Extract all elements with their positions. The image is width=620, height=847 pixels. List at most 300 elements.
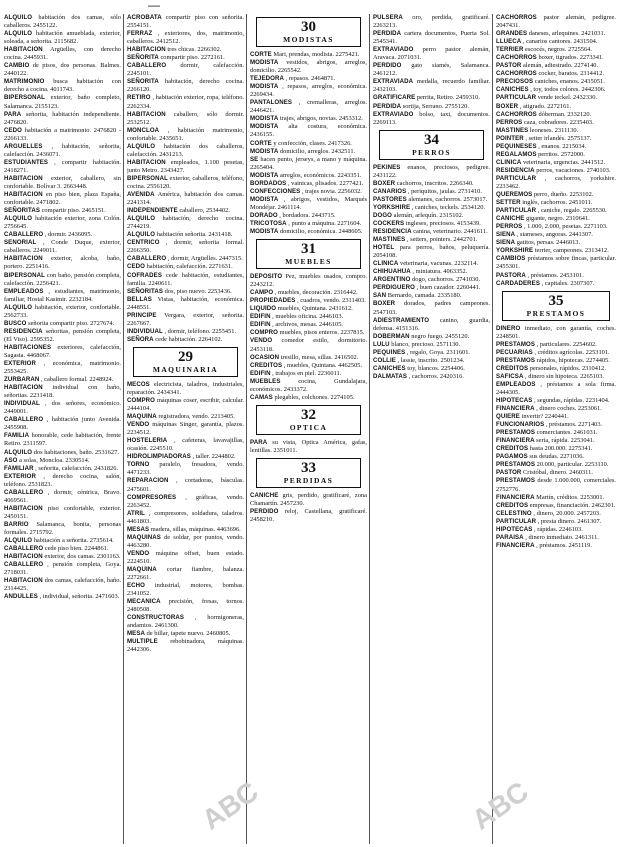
- ad-keyword: MESA: [127, 630, 146, 638]
- classified-ad: [250, 140, 367, 148]
- ad-text: , caniche, regalo. 2265530.: [536, 207, 607, 215]
- ad-text: , compartir habitación. 2418271.: [4, 158, 121, 174]
- ad-text: comerciantes. 2461031.: [535, 429, 598, 437]
- ad-keyword: CAMBIOS: [496, 255, 526, 263]
- classified-ad: [4, 545, 121, 553]
- classified-ad: [127, 175, 244, 191]
- ad-keyword: TRICOTOSA: [250, 219, 287, 227]
- ad-keyword: PARTICULAR: [496, 517, 537, 525]
- ad-keyword: SETTER: [496, 199, 521, 207]
- section-title: MUEBLES: [285, 257, 332, 267]
- ad-text: , Conde Duque, exterior, caballeros. 2249011.: [4, 239, 121, 255]
- classified-ad: [496, 526, 616, 534]
- section-header: [379, 130, 484, 160]
- ad-keyword: DOGO: [373, 211, 393, 219]
- ad-keyword: RESIDENCIA: [373, 228, 412, 236]
- classified-ad: [127, 94, 244, 110]
- classified-ad: [250, 378, 367, 394]
- ad-keyword: SENORIAL: [4, 239, 37, 247]
- ad-text: caza, cobradores. 2235403.: [522, 118, 594, 126]
- classified-ad: [373, 111, 490, 127]
- ad-keyword: COMPRO: [250, 329, 279, 337]
- classified-ad: [373, 94, 490, 102]
- classified-ad: [496, 542, 616, 550]
- ad-keyword: PARTICULAR: [496, 207, 537, 215]
- ad-keyword: CACHORROS: [496, 14, 537, 21]
- ad-text: , canarios cantores. 2431504.: [521, 38, 598, 46]
- ad-keyword: MASTINES: [496, 126, 529, 134]
- ad-text: máquinas coser, escribir, calcular. 2444104.: [127, 397, 244, 413]
- classified-ad: [373, 204, 490, 212]
- ad-text: , exteriores, dos, matrimonio, caballeros. 2412512.: [127, 30, 244, 46]
- ad-text: domicilio, arreglos. 2432511.: [278, 147, 356, 155]
- classified-ad: [127, 510, 244, 526]
- ad-keyword: FUNCIONARIOS: [496, 421, 545, 429]
- classified-ad: [373, 78, 490, 94]
- classified-ad: [127, 534, 244, 550]
- ad-text: Salamanca, bonita, personas formales. 2715792.: [4, 520, 121, 536]
- ad-keyword: CENTRICO: [127, 239, 160, 247]
- ad-keyword: BELLAS: [127, 295, 152, 303]
- classified-ad: [496, 70, 616, 78]
- ad-text: habitación, calefacción. 2271631.: [145, 263, 233, 271]
- ad-text: exterior, caballeros, teléfono, cocina. 2556120.: [127, 174, 244, 190]
- ad-keyword: SAN: [373, 292, 387, 300]
- ad-text: dos habitaciones, baño. 2531627.: [32, 448, 119, 456]
- ad-keyword: PASTOR: [496, 62, 522, 70]
- ad-text: cede piso bien. 2244861.: [43, 545, 109, 553]
- classified-ad: [250, 148, 367, 156]
- ad-text: caballero, sólo dormir. 2532512.: [127, 110, 244, 126]
- ad-text: de billar, tapete nuevo. 2460805.: [145, 630, 231, 638]
- ad-keyword: ATRIL: [127, 509, 145, 517]
- ad-text: , taller. 2244802.: [190, 453, 236, 461]
- classified-ad: [373, 292, 490, 300]
- section-title: OPTICA: [289, 422, 328, 432]
- classified-ad: [373, 196, 490, 204]
- classified-ad: [127, 288, 244, 296]
- ad-keyword: CABALLERO: [4, 561, 44, 569]
- classified-ad: [4, 14, 121, 30]
- classified-ad: [496, 239, 616, 247]
- classified-ad: [250, 75, 367, 83]
- classified-ad: [4, 344, 121, 360]
- classified-ad: [496, 397, 616, 405]
- classified-ad: [496, 429, 616, 437]
- ad-text: , dormir, teléfono. 2255451.: [162, 327, 237, 335]
- ad-keyword: MAQUINAS: [127, 533, 161, 541]
- ad-text: dos, piso nuevo. 2253436.: [163, 287, 232, 295]
- ad-text: hacen punto, jerseys, a mano y máquina. 2265404.: [250, 155, 367, 171]
- ad-keyword: HABITACION: [127, 46, 166, 54]
- section-number: 32: [301, 406, 316, 423]
- ad-keyword: PROPIEDADES: [250, 297, 296, 305]
- ad-text: con baño, pensión completa, calefacción. 2256421.: [4, 271, 121, 287]
- classified-ad: [4, 111, 121, 127]
- ad-text: habitación exterior, zona Colón. 2756645.: [4, 215, 121, 231]
- classified-ad: [127, 397, 244, 413]
- ad-keyword: HABITACION: [4, 46, 43, 54]
- classified-ad: [4, 159, 121, 175]
- classified-ad: [4, 457, 121, 465]
- classified-ad: [373, 180, 490, 188]
- ad-keyword: BIPERSONAL: [127, 174, 168, 182]
- ad-keyword: LLUECA: [496, 38, 522, 46]
- ad-keyword: CHIHUAHUA: [373, 268, 411, 276]
- ad-keyword: CREDITOS: [496, 445, 529, 453]
- ad-text: trajes, abrigos, novias. 2453312.: [278, 115, 363, 123]
- classified-ad: [250, 394, 367, 402]
- ad-text: cede habitación, estudiantes, familia. 2240611.: [127, 271, 244, 287]
- ad-text: registradora, vendo. 2213405.: [156, 413, 235, 421]
- classified-ad: [373, 103, 490, 111]
- ad-keyword: PEKINES: [373, 163, 401, 171]
- classified-ad: [4, 577, 121, 593]
- ad-keyword: MODISTA: [250, 147, 279, 155]
- ad-text: electricista, taladros, industriales, reparación. 2434341.: [127, 380, 244, 396]
- classified-ad: [496, 413, 616, 421]
- ad-text: , individual, señorita. 2471603.: [37, 593, 120, 601]
- classified-ad: [127, 296, 244, 312]
- ad-text: enanos, preciosos, pedigree. 2431122.: [373, 163, 490, 179]
- ad-text: habitación dos caballeros, calefacción. 2431213.: [127, 142, 244, 158]
- ad-text: paralelo, fresadora, vendo. 4471233.: [127, 461, 244, 477]
- ad-keyword: CACHORROS: [496, 54, 537, 62]
- classified-ad: [496, 46, 616, 54]
- classified-ad: [4, 593, 121, 601]
- ad-text: inmediato, con garantía, coches. 2248501.: [496, 324, 616, 340]
- ad-text: seria, rápida. 2253041.: [534, 437, 595, 445]
- ad-keyword: YORKSHIRE: [496, 247, 534, 255]
- section-title: PERDIDAS: [283, 475, 334, 485]
- ad-keyword: PRECIOSOS: [496, 78, 534, 86]
- ad-keyword: ECHO: [127, 582, 146, 590]
- ad-text: cocker, baratos. 2314412.: [536, 70, 605, 78]
- ad-text: , cremalleras, arreglos. 2446421.: [250, 99, 367, 115]
- classified-ad: [4, 553, 121, 561]
- classified-ad: [127, 336, 244, 344]
- classified-ad: [127, 461, 244, 477]
- classified-ad: [373, 220, 490, 228]
- ad-keyword: LIQUIDO: [250, 305, 277, 313]
- ad-text: compartir piso. 2465151.: [40, 207, 106, 215]
- ad-text: habitación dos camas, sólo caballeros. 2455122.: [4, 14, 121, 30]
- ad-keyword: TEJEDORA: [250, 75, 284, 83]
- classified-ad: [496, 14, 616, 30]
- ad-keyword: SEÑORITAS: [4, 207, 40, 215]
- classified-ad: [496, 461, 616, 469]
- classified-ad: [4, 328, 121, 344]
- ad-text: habitación, exterior, confortable. 2562733.: [4, 303, 121, 319]
- ad-keyword: FINANCIERA: [496, 405, 535, 413]
- classified-ad: [373, 244, 490, 260]
- classified-ad: [373, 62, 490, 78]
- ad-keyword: MESAS: [127, 525, 150, 533]
- ad-keyword: CLINICA: [373, 260, 399, 268]
- ad-text: su vista, Optica América, gafas, lentillas. 2351011.: [250, 438, 367, 454]
- classified-ad: [250, 337, 367, 353]
- ad-keyword: MASTINES: [373, 236, 406, 244]
- ad-text: rebobinadora, máquinas. 2442306.: [127, 638, 244, 654]
- ad-keyword: PARA: [4, 110, 22, 118]
- ad-keyword: ZURBARAN: [4, 376, 40, 384]
- classified-ad: [496, 38, 616, 46]
- ad-keyword: HIDROLIMPIADORAS: [127, 453, 191, 461]
- ad-keyword: PERDIDA: [373, 102, 402, 110]
- ad-text: sortija, Serrano. 2755120.: [401, 102, 469, 110]
- section-number: 33: [301, 459, 316, 476]
- ad-text: alemanes, cachorros. 2573017.: [406, 195, 488, 203]
- ad-text: exterior, caballero, sin confortable. Bolívar 3. 2663448.: [4, 174, 121, 190]
- ad-keyword: CARDADERES: [496, 279, 540, 287]
- ad-keyword: ALQUILO: [4, 215, 33, 223]
- classified-ad: [4, 46, 121, 62]
- classified-ad: [496, 103, 616, 111]
- section-number: 31: [301, 241, 316, 258]
- ad-keyword: VENDO: [127, 421, 150, 429]
- classified-ad: [4, 449, 121, 457]
- classified-ad: [496, 349, 616, 357]
- ad-keyword: PRESTAMOS: [496, 340, 536, 348]
- classified-ad: [127, 207, 244, 215]
- ad-keyword: HABITACION: [4, 384, 43, 392]
- classified-ad: [496, 94, 616, 102]
- ad-keyword: PASTORA: [496, 271, 526, 279]
- ad-keyword: CABALLERO: [127, 62, 167, 70]
- ad-text: individual con baño, señoritas. 2231418.: [4, 384, 121, 400]
- ad-text: muebles, Quintana. 2431612.: [276, 305, 353, 313]
- ad-text: compartir piso con señorita. 2554151.: [127, 14, 244, 30]
- ad-text: a solas, Moncloa. 2330514.: [17, 456, 90, 464]
- ad-keyword: HABITACION: [4, 255, 43, 263]
- ad-keyword: CANICHES: [496, 86, 529, 94]
- ad-keyword: ALQUILO: [127, 215, 156, 223]
- classified-ad: [250, 188, 367, 196]
- classified-ad: [4, 561, 121, 577]
- ad-text: señorita, habitación independiente. 2476820.: [4, 110, 121, 126]
- ad-text: exterior, baño completo, Salamanca. 2155123.: [4, 94, 121, 110]
- ad-text: , punto a máquina. 2271604.: [286, 219, 362, 227]
- classified-ad: [4, 304, 121, 320]
- classified-ad: [127, 453, 244, 461]
- classified-ad: [496, 280, 616, 288]
- classified-ad: [127, 143, 244, 159]
- ad-text: gato siamés, Salamanca. 2461212.: [373, 62, 490, 78]
- ad-text: negro fuego. 2455120.: [409, 332, 470, 340]
- ad-text: blanco, precioso. 2571130.: [389, 340, 461, 348]
- ad-keyword: COFRADES: [127, 271, 162, 279]
- column-1: [4, 14, 121, 844]
- ad-keyword: PRESTAMOS: [496, 477, 536, 485]
- ad-text: , derecho cocina, salón, teléfono. 2531823.: [4, 472, 121, 488]
- ad-text: perrita, Retiro. 2459310.: [415, 94, 480, 102]
- ad-keyword: HIPOTECAS: [496, 397, 533, 405]
- ad-text: habitación señorita. 2431418.: [155, 231, 233, 239]
- ad-keyword: OCASION: [250, 353, 280, 361]
- ad-keyword: PERDIDA: [373, 30, 402, 38]
- ad-text: rápidos, hipotecas. 2274405.: [535, 356, 610, 364]
- ad-text: alemán, arlequín. 2315102.: [392, 211, 464, 219]
- ad-keyword: HOSTELERIA: [127, 437, 168, 445]
- classified-ad: [4, 255, 121, 271]
- ad-text: máquinas Singer, garantía, plazos. 2234512.: [127, 421, 244, 437]
- classified-ad: [496, 341, 616, 349]
- ad-keyword: REGALAMOS: [496, 150, 537, 158]
- ad-keyword: CONFECCIONES: [250, 187, 301, 195]
- ad-text: , dormir, Argüelles. 2447315.: [166, 255, 243, 263]
- ad-keyword: MATRIMONIO: [4, 78, 45, 86]
- ad-text: comedor estilo, dormitorio. 2453118.: [250, 337, 367, 353]
- ad-keyword: HABITACION: [4, 504, 43, 512]
- classified-ad: [250, 228, 367, 236]
- ad-keyword: EXTRAVIADA: [373, 78, 414, 86]
- ad-keyword: CORTE: [250, 51, 272, 58]
- ad-keyword: BOXER: [373, 300, 396, 308]
- ad-text: habitación a matrimonio. 2476820 - 2266133.: [4, 126, 121, 142]
- ad-text: Argüelles, con derecho cocina. 2445931.: [4, 46, 121, 62]
- ad-text: Vergara, exterior, señorita. 2267667.: [127, 311, 244, 327]
- ad-text: , hormigoneras, andamios. 2461300.: [127, 614, 244, 630]
- ad-text: , préstamos. 2451119.: [534, 541, 592, 549]
- ad-text: , rápidas. 2246103.: [532, 525, 583, 533]
- column-divider: [492, 14, 493, 844]
- ad-keyword: TORNO: [127, 461, 150, 469]
- ad-keyword: GRATIFICARE: [373, 94, 416, 102]
- ad-text: , trajes novia. 2256032.: [300, 187, 362, 195]
- ad-text: , económica, matrimonio. 2553425.: [4, 360, 121, 376]
- classified-ad: [127, 421, 244, 437]
- ad-text: pastor alemán, pedigree. 2047431.: [496, 14, 616, 30]
- ad-keyword: CABALLERO: [127, 255, 167, 263]
- classified-ad: [127, 566, 244, 582]
- ad-text: cachorros, inscritos. 2266340.: [395, 179, 474, 187]
- ad-text: cortar fiambre, balanza. 2272661.: [127, 566, 244, 582]
- classified-ad: [4, 215, 121, 231]
- ad-keyword: PARTICULAR: [496, 94, 537, 102]
- classified-ad: [496, 30, 616, 38]
- section-header: [256, 239, 361, 269]
- ad-keyword: DINERO: [496, 324, 521, 332]
- ad-keyword: ALQUILO: [4, 30, 33, 38]
- classified-ad: [496, 215, 616, 223]
- classified-ad: [496, 191, 616, 199]
- classified-ad: [127, 598, 244, 614]
- ad-keyword: EXTERIOR: [4, 472, 36, 480]
- ad-text: tresillo, mesa, sillas. 2416502.: [279, 353, 359, 361]
- ad-keyword: FINANCIERA: [496, 493, 535, 501]
- ad-text: Martín, créditos. 2253001.: [534, 493, 605, 501]
- ad-keyword: DOBERMAN: [373, 332, 410, 340]
- ad-text: , 1.000, 2.000, pesetas. 2271103.: [522, 223, 608, 231]
- ad-keyword: AVENIDA: [127, 191, 155, 199]
- ad-keyword: CACHORROS: [496, 70, 537, 78]
- classified-ad: [127, 494, 244, 510]
- ad-text: empleados, 1.100 pesetas, junto Metro. 2343427.: [127, 158, 244, 174]
- ad-text: Vistas, habitación, económica. 2448551.: [127, 295, 244, 311]
- ad-text: , dinero sin hipoteca. 2265103.: [523, 372, 605, 380]
- ad-keyword: PECUARIAS: [496, 348, 533, 356]
- ad-text: , cuadros, vendo. 2311403.: [295, 297, 366, 305]
- classified-ad: [373, 46, 490, 62]
- ad-text: , caniches, teckels. 2534120.: [410, 203, 486, 211]
- section-header: [256, 405, 361, 435]
- classified-ad: [250, 115, 367, 123]
- ad-text: , archivos, mesas. 2446105.: [270, 321, 343, 329]
- ad-text: , pensión completa, Goya. 2718031.: [4, 561, 121, 577]
- ad-text: caniches, enanos. 2435051.: [533, 78, 605, 86]
- ad-keyword: MECOS: [127, 380, 150, 388]
- ad-keyword: ALQUILO: [127, 142, 156, 150]
- ad-keyword: QUIERE: [496, 413, 520, 421]
- classified-ad: [127, 46, 244, 54]
- ad-keyword: MUEBLES: [250, 377, 281, 385]
- ad-text: , capitales. 2307307.: [540, 279, 595, 287]
- ad-text: medalla, recuerdo familiar. 2432103.: [373, 78, 490, 94]
- classified-ad: [250, 59, 367, 75]
- ad-text: , setter irlandés. 2575137.: [523, 134, 592, 142]
- ad-text: alta costura, económica. 2436155.: [250, 123, 367, 139]
- classified-ad: [4, 521, 121, 537]
- ad-keyword: MAQUINA: [127, 413, 157, 421]
- classified-ad: [250, 220, 367, 228]
- classified-ad: [127, 111, 244, 127]
- ad-keyword: EXTRAVIADO: [373, 110, 414, 118]
- ad-text: Cristóbal, dinero. 2460311.: [521, 469, 593, 477]
- ad-text: canina, veterinario. 2441611.: [411, 228, 488, 236]
- ad-keyword: YORKSHIRE: [373, 203, 411, 211]
- classified-ad: [496, 207, 616, 215]
- ad-keyword: COLLIE: [373, 356, 396, 364]
- classified-ad: [250, 321, 367, 329]
- classified-ad: [250, 196, 367, 212]
- watermark-logo: ABC: [196, 775, 264, 836]
- ad-keyword: LULU: [373, 340, 390, 348]
- classified-ad: [127, 14, 244, 30]
- classified-ad: [127, 477, 244, 493]
- ad-text: gigante, negro. 2310641.: [524, 215, 590, 223]
- classified-ad: [496, 469, 616, 477]
- ad-keyword: FAMILIAR: [4, 464, 34, 472]
- ad-keyword: POINTER: [496, 134, 524, 142]
- classified-ad: [496, 247, 616, 255]
- classified-ad: [373, 164, 490, 180]
- classified-ad: [127, 215, 244, 231]
- classified-ad: [496, 151, 616, 159]
- ad-text: , dos señores, económico. 2449001.: [4, 400, 121, 416]
- ad-keyword: CONSTRUCTORAS: [127, 614, 185, 622]
- classified-ad: [496, 255, 616, 271]
- section-number: 29: [178, 348, 193, 365]
- ad-text: , estudiantes, matrimonio, familiar, Hostal Kasimir. 2232184.: [4, 287, 121, 303]
- classified-ad: [127, 413, 244, 421]
- ad-keyword: HIPOTECAS: [496, 525, 533, 533]
- ad-keyword: EMPLEADOS: [4, 287, 44, 295]
- ad-text: caballero, 2534402.: [177, 207, 230, 215]
- ad-text: inglés, cachorros. 2451011.: [520, 199, 593, 207]
- classified-ad: [4, 62, 121, 78]
- ad-keyword: BOXER: [496, 102, 519, 110]
- ad-keyword: CELESTINO: [496, 509, 532, 517]
- ad-keyword: CAMBIO: [4, 62, 30, 70]
- ad-keyword: CABALLERO: [4, 231, 44, 239]
- ad-text: tres chicas. 2266302.: [165, 46, 222, 54]
- ad-keyword: BARRIO: [4, 520, 29, 528]
- ad-keyword: MAQUINA: [127, 566, 157, 573]
- classified-ad: [250, 313, 367, 321]
- ad-keyword: COCKERS: [373, 219, 405, 227]
- ad-text: perritos. 2572000.: [536, 150, 585, 158]
- ad-text: , cachorros. 2420316.: [407, 372, 464, 380]
